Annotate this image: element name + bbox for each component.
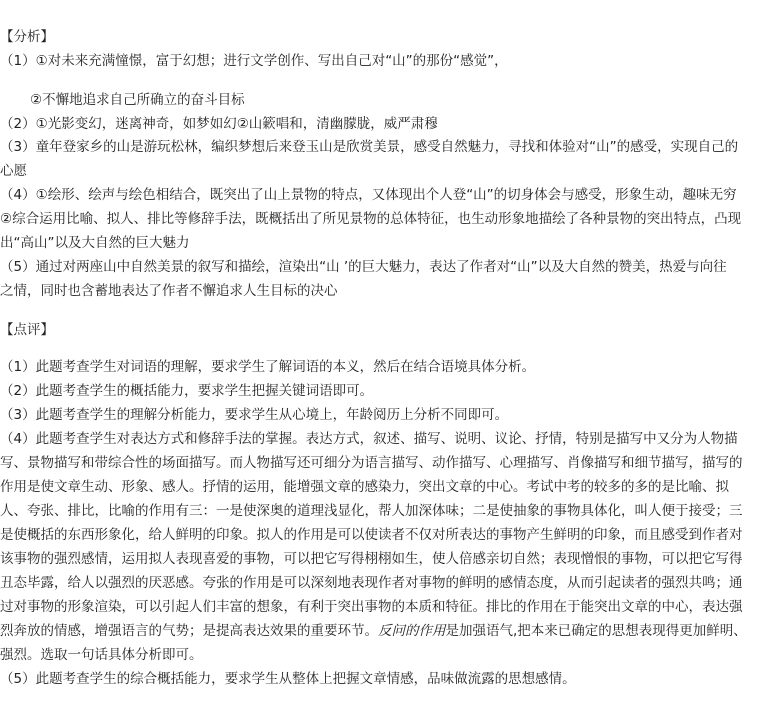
analysis-line-5: 心愿 — [0, 163, 27, 179]
comment-line-12 — [0, 622, 747, 640]
analysis-line-2: ②不懈地追求自己所确立的奋斗目标 — [30, 92, 245, 108]
analysis-line-8: 出“高山”以及大自然的巨大魅力 — [0, 235, 190, 251]
comment-line-1: （1）此题考查学生对词语的理解，要求学生了解词语的本义，然后在结合语境具体分析。 — [0, 359, 536, 375]
comment-italic-phrase: 反问的作用 — [378, 623, 446, 639]
comment-line-11: 过对事物的形象渲染，可以引起人们丰富的想象，有利于突出事物的本质和特征。排比的作用在于能突出文章的中心，表达强 — [0, 599, 743, 615]
comment-line-5: 写、景物描写和带综合性的场面描写。而人物描写还可细分为语言描写、动作描写、心理描写、肖像描写和细节描写，描写的 — [0, 455, 743, 471]
comment-line-9: 该事物的强烈感情，运用拟人表现喜爱的事物，可以把它写得栩栩如生，使人倍感亲切自然；表现憎恨的事物，可以把它写得 — [0, 551, 743, 567]
analysis-heading: 【分析】 — [0, 29, 54, 45]
comment-line-12-text: 烈奔放的情感，增强语言的气势；是提高表达效果的重要环节。 — [0, 623, 378, 639]
analysis-line-6: （4）①绘形、绘声与绘色相结合，既突出了山上景物的特点，又体现出个人登“山”的切身体会与感受，形象生动，趣味无穷 — [0, 187, 737, 203]
comment-line-14: （5）此题考查学生的综合概括能力，要求学生从整体上把握文章情感，品味做流露的思想感情。 — [0, 671, 576, 687]
analysis-line-3: （2）①光影变幻，迷离神奇，如梦如幻②山簌唱和，清幽朦胧，威严肃穆 — [0, 116, 438, 132]
analysis-line-4: （3）童年登家乡的山是游玩松林，编织梦想后来登玉山是欣赏美景，感受自然魅力，寻找和体验对“山”的感受，实现自己的 — [0, 139, 739, 155]
comment-line-2: （2）此题考查学生的概括能力，要求学生把握关键词语即可。 — [0, 383, 374, 399]
comment-line-13: 强烈。选取一句话具体分析即可。 — [0, 647, 203, 663]
comment-line-3: （3）此题考查学生的理解分析能力，要求学生从心境上，年龄阅历上分析不同即可。 — [0, 407, 509, 423]
comment-line-6: 作用是使文章生动、形象、感人。抒情的运用，能增强文章的感染力，突出文章的中心。考试中考的较多的多的是比喻、拟 — [0, 479, 729, 495]
comment-line-4: （4）此题考查学生对表达方式和修辞手法的掌握。表达方式，叙述、描写、说明、议论、抒情，特别是描写中又分为人物描 — [0, 431, 738, 447]
analysis-line-1: （1）①对未来充满憧憬，富于幻想；进行文学创作、写出自己对“山”的那份“感觉”， — [0, 53, 508, 69]
analysis-line-7: ②综合运用比喻、拟人、排比等修辞手法，既概括出了所见景物的总体特征，也生动形象地描绘了各种景物的突出特点，凸现 — [0, 211, 742, 227]
comment-line-8: 是使概括的东西形象化，给人鲜明的印象。拟人的作用是可以使读者不仅对所表达的事物产生鲜明的印象，而且感受到作者对 — [0, 527, 743, 543]
comment-line-12-tail: 是加强语气,把本来已确定的思想表现得更加鲜明、 — [445, 623, 747, 639]
analysis-line-10: 之情，同时也含蓄地表达了作者不懈追求人生目标的决心 — [0, 283, 338, 299]
analysis-line-9: （5）通过对两座山中自然美景的叙写和描绘，渲染出“山 ’的巨大魅力，表达了作者对“山”以及大自然的赞美，热爱与向往 — [0, 259, 727, 275]
comment-line-10: 丑态毕露，给人以强烈的厌恶感。夸张的作用是可以深刻地表现作者对事物的鲜明的感情态度，从而引起读者的强烈共鸣；通 — [0, 575, 743, 591]
comment-heading: 【点评】 — [0, 322, 54, 338]
comment-line-7: 人、夸张、排比，比喻的作用有三：一是使深奥的道理浅显化，帮人加深体味；二是使抽象的事物具体化，叫人便于接受；三 — [0, 503, 743, 519]
